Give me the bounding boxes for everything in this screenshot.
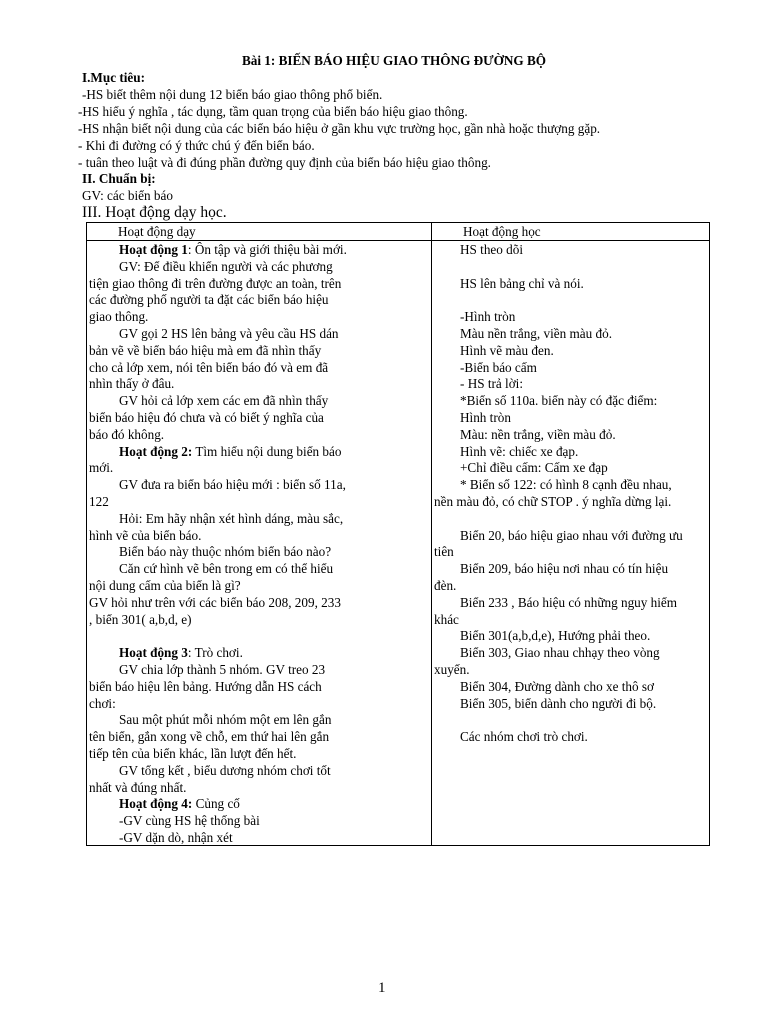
teacher-activity-text: tiếp tên của biển khác, lần lượt đến hết. <box>89 746 297 761</box>
teacher-activity-text: Tìm hiểu nội dung biển báo <box>192 443 342 459</box>
activity-table <box>86 222 710 846</box>
student-activity-line: khác <box>434 611 459 627</box>
teacher-activity-text: GV chia lớp thành 5 nhóm. GV treo 23 <box>119 662 326 677</box>
student-activity-line: đèn. <box>434 578 457 593</box>
teacher-activity-line <box>89 291 329 308</box>
student-activity-line: Biển 209, báo hiệu nơi nhau có tín hiệu <box>460 561 669 577</box>
student-activity-line: tiên <box>434 544 454 560</box>
student-activity-line: Biển 20, báo hiệu giao nhau với đường ưu <box>460 527 683 543</box>
table-header-row <box>87 223 710 241</box>
teacher-activity-text: Sau một phút mỗi nhóm một em lên gắn <box>119 712 332 728</box>
student-activity-line: Biển 233 , Báo hiệu có những nguy hiểm <box>460 594 678 610</box>
objective-line-3: -HS nhận biết nội dung của các biển báo hiệu ở gần khu vực trường học, gần nhà hoặc thượng gặp. <box>78 121 601 136</box>
student-activity-line: Các nhóm chơi trò chơi. <box>460 729 588 745</box>
teacher-activity-line <box>89 745 296 762</box>
lesson-title: Bài 1: BIẾN BÁO HIỆU GIAO THÔNG ĐƯỜNG BỘ <box>241 53 547 68</box>
teacher-activity-text: giao thông. <box>89 309 149 325</box>
teacher-activity-text: nội dung cấm của biển là gì? <box>89 578 241 593</box>
teacher-activity-text: nhất và đúng nhất. <box>89 779 187 795</box>
teacher-activity-line <box>89 695 116 712</box>
student-activity-line: Biển 301(a,b,d,e), Hướng phải theo. <box>460 628 651 644</box>
teacher-activity-line <box>89 728 329 745</box>
student-activity-line: HS lên bảng chỉ và nói. <box>460 275 584 291</box>
activity-step-heading: Hoạt động 2: <box>119 443 193 459</box>
teacher-activity-line <box>119 829 233 846</box>
student-activity-line: xuyến. <box>434 662 470 677</box>
section2-heading: II. Chuẩn bị: <box>82 171 156 186</box>
header-teacher-activity: Hoạt động dạy <box>87 223 432 241</box>
teacher-activity-text: 122 <box>89 494 109 509</box>
teacher-activity-line <box>89 275 341 292</box>
teacher-activity-text: Hỏi: Em hãy nhận xét hình dáng, màu sắc, <box>119 510 344 526</box>
teacher-activity-text: mới. <box>89 460 114 476</box>
teacher-activity-line <box>119 510 343 527</box>
teacher-activity-text: GV đưa ra biển báo hiệu mới : biển số 11a, <box>119 477 346 493</box>
teacher-activity-text: , biển 301( a,b,d, e) <box>89 611 192 627</box>
student-activity-line: Biển 303, Giao nhau chhạy theo vòng <box>460 645 660 661</box>
teacher-activity-line <box>119 241 347 258</box>
objective-line-4: - Khi đi đường có ý thức chú ý đến biển báo. <box>78 138 315 153</box>
teacher-activity-text: bản vẽ về biển báo hiệu mà em đã nhìn thấy <box>89 342 322 358</box>
teacher-activity-line <box>119 812 260 829</box>
teacher-activity-line <box>89 459 113 476</box>
section3-heading: III. Hoạt động dạy học. <box>82 204 227 221</box>
teacher-activity-line <box>89 594 341 611</box>
teacher-activity-line <box>89 577 241 594</box>
teacher-activity-line <box>89 493 109 510</box>
teacher-activity-text: cho cả lớp xem, nói tên biển báo đó và em đã <box>89 359 329 375</box>
student-activity-line: Màu: nền trắng, viền màu đỏ. <box>460 426 616 442</box>
teacher-activity-text: GV hỏi cả lớp xem các em đã nhìn thấy <box>119 393 329 409</box>
activity-step-heading: Hoạt động 4: <box>119 796 193 812</box>
teacher-activity-line <box>119 795 240 812</box>
teacher-activity-text: nhìn thấy ở đâu. <box>89 376 175 392</box>
teacher-activity-line <box>119 711 331 728</box>
teacher-activity-text: Củng cố <box>192 796 240 812</box>
teacher-activity-line <box>119 443 341 460</box>
teacher-activity-text: GV: Để điều khiển người và các phương <box>119 258 333 274</box>
teacher-activity-line <box>89 375 174 392</box>
activity-step-heading: Hoạt động 3 <box>119 645 188 661</box>
teacher-activity-text: biển báo hiệu lên bảng. Hướng dẫn HS cách <box>89 678 322 694</box>
teacher-activity-text: -GV cùng HS hệ thống bài <box>119 813 260 829</box>
teacher-activity-line <box>119 258 333 275</box>
teacher-activity-text: Biển báo này thuộc nhóm biển báo nào? <box>119 544 332 560</box>
teacher-activity-line <box>119 644 243 661</box>
table-body-row <box>87 241 710 846</box>
teacher-activity-text: tiện giao thông đi trên đường được an toàn, trên <box>89 275 342 291</box>
student-activity-line: Hình vẽ: chiếc xe đạp. <box>460 443 579 459</box>
teacher-activity-text: các đường phố người ta đặt các biển báo hiệu <box>89 292 329 308</box>
student-activity-line: * Biển số 122: có hình 8 cạnh đều nhau, <box>460 477 672 493</box>
student-activity-line: HS theo dõi <box>460 242 524 257</box>
teacher-activity-line <box>89 342 321 359</box>
teacher-activity-line <box>119 325 339 342</box>
teacher-activity-line <box>119 543 331 560</box>
student-activity-line: Hình tròn <box>460 410 511 425</box>
student-activity-line: +Chỉ điều cấm: Cấm xe đạp <box>460 460 608 476</box>
student-activity-line: Hình vẽ màu đen. <box>460 342 554 358</box>
teacher-activity-line <box>89 527 201 544</box>
student-activity-line: nền màu đỏ, có chữ STOP . ý nghĩa dừng lại. <box>434 494 672 509</box>
preparation-line: GV: các biển báo <box>82 188 173 203</box>
objective-line-5: - tuân theo luật và đi đúng phần đường quy định của biển báo hiệu giao thông. <box>78 155 491 170</box>
teacher-activity-line <box>119 661 325 678</box>
student-activity-line: - HS trả lời: <box>460 376 524 392</box>
header-student-activity: Hoạt động học <box>432 223 710 241</box>
teacher-activity-line <box>119 762 331 779</box>
teacher-activity-text: hình vẽ của biển báo. <box>89 527 202 543</box>
student-activity-line: -Hình tròn <box>460 309 516 325</box>
section1-heading: I.Mục tiêu: <box>82 70 145 85</box>
teacher-activity-text: biển báo hiệu đó chưa và có biết ý nghĩa của <box>89 410 324 425</box>
student-activity-line: Màu nền trắng, viền màu đỏ. <box>460 326 612 341</box>
objective-line-1: -HS biết thêm nội dung 12 biển báo giao thông phổ biến. <box>82 87 383 102</box>
teacher-activity-line <box>89 678 322 695</box>
teacher-activity-text: : Ôn tập và giới thiệu bài mới. <box>187 242 347 257</box>
teacher-activity-line <box>119 392 328 409</box>
teacher-activity-text: GV gọi 2 HS lên bảng và yêu cầu HS dán <box>119 326 339 341</box>
teacher-activity-text: Căn cứ hình vẽ bên trong em có thể hiểu <box>119 561 334 577</box>
teacher-activity-text: báo đó không. <box>89 426 165 442</box>
teacher-activity-text: -GV dặn dò, nhận xét <box>119 830 233 845</box>
teacher-activity-line <box>89 779 186 796</box>
teacher-activity-text: : Trò chơi. <box>187 645 243 661</box>
teacher-activity-text: tên biển, gắn xong về chỗ, em thứ hai lên gắn <box>89 729 330 745</box>
page-number: 1 <box>378 980 386 996</box>
teacher-activity-text: GV tổng kết , biểu dương nhóm chơi tốt <box>119 762 331 778</box>
teacher-activity-text: chơi: <box>89 695 116 711</box>
student-activity-line: -Biển báo cấm <box>460 359 537 375</box>
teacher-activity-text: GV hỏi như trên với các biển báo 208, 209, 233 <box>89 594 341 610</box>
teacher-activity-line <box>119 560 333 577</box>
student-activity-line: Biển 304, Đường dành cho xe thô sơ <box>460 678 654 694</box>
student-activity-line: Biển 305, biển dành cho người đi bộ. <box>460 695 657 711</box>
student-activity-line: *Biển số 110a. biển này có đặc điểm: <box>460 393 658 409</box>
teacher-activity-line <box>89 409 324 426</box>
teacher-activity-cell <box>87 241 432 846</box>
objective-line-2: -HS hiểu ý nghĩa , tác dụng, tầm quan trọng của biển báo hiệu giao thông. <box>78 104 468 119</box>
teacher-activity-line <box>89 611 192 628</box>
student-activity-cell <box>432 241 710 846</box>
activity-step-heading: Hoạt động 1 <box>119 242 188 257</box>
teacher-activity-line <box>119 476 346 493</box>
teacher-activity-line <box>89 426 164 443</box>
teacher-activity-line <box>89 308 148 325</box>
teacher-activity-line <box>89 359 328 376</box>
